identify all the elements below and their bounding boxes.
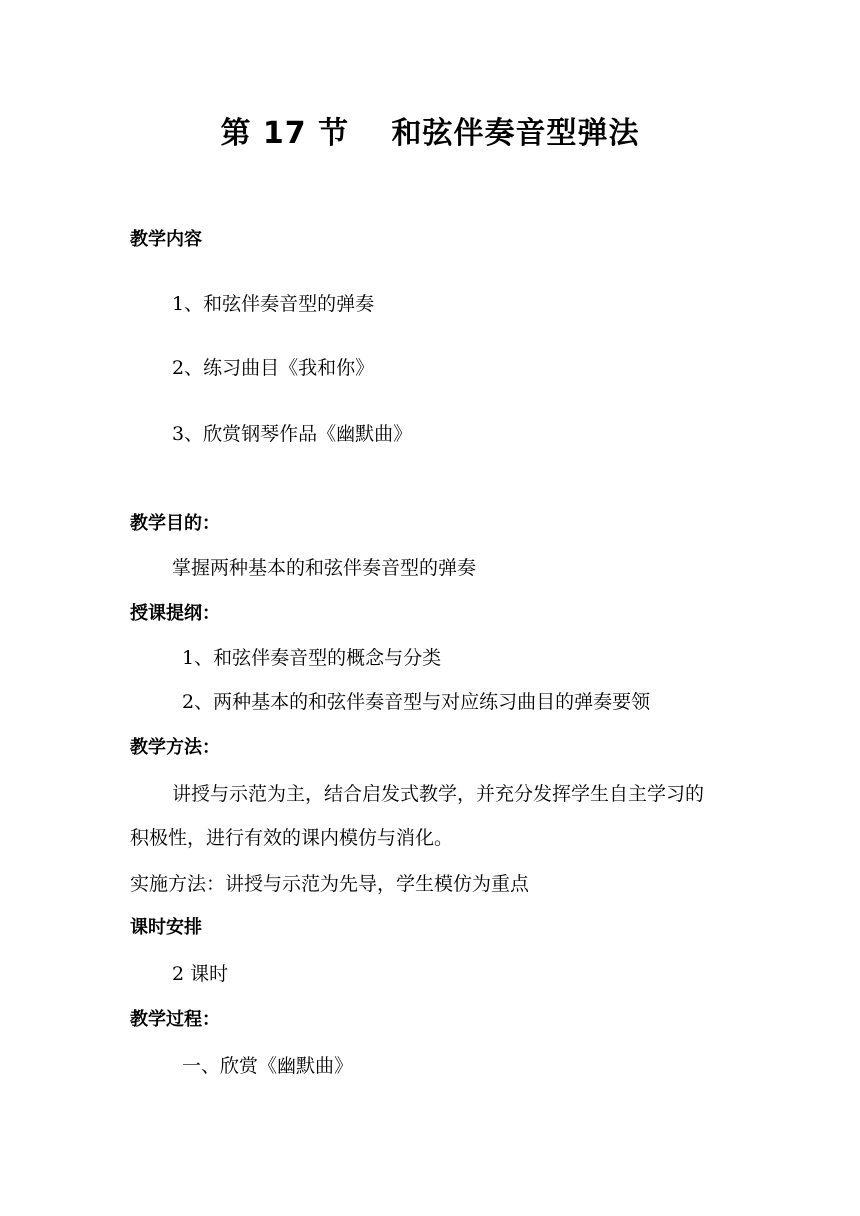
method-text-line-2: 积极性，进行有效的课内模仿与消化。 [130, 827, 454, 849]
schedule-heading: 课时安排 [130, 917, 202, 938]
process-heading: 教学过程： [130, 1009, 220, 1030]
goal-text: 掌握两种基本的和弦伴奏音型的弹奏 [172, 557, 477, 579]
document-title: 第 17 节 和弦伴奏音型弹法 [220, 116, 640, 151]
outline-heading: 授课提纲： [130, 603, 220, 624]
schedule-text: 2 课时 [172, 963, 229, 985]
content-item-2: 2、练习曲目《我和你》 [172, 357, 375, 379]
implementation-text: 实施方法：讲授与示范为先导，学生模仿为重点 [130, 873, 530, 895]
outline-item-1: 1、和弦伴奏音型的概念与分类 [182, 647, 442, 669]
outline-item-2: 2、两种基本的和弦伴奏音型与对应练习曲目的弹奏要领 [182, 691, 651, 713]
content-item-1: 1、和弦伴奏音型的弹奏 [172, 293, 375, 315]
method-text-line-1: 讲授与示范为主，结合启发式教学，并充分发挥学生自主学习的 [172, 783, 705, 805]
process-item-1: 一、欣赏《幽默曲》 [182, 1055, 354, 1077]
goal-heading: 教学目的： [130, 513, 220, 534]
content-heading: 教学内容 [130, 229, 202, 250]
method-heading: 教学方法： [130, 737, 220, 758]
content-item-3: 3、欣赏钢琴作品《幽默曲》 [172, 423, 413, 445]
